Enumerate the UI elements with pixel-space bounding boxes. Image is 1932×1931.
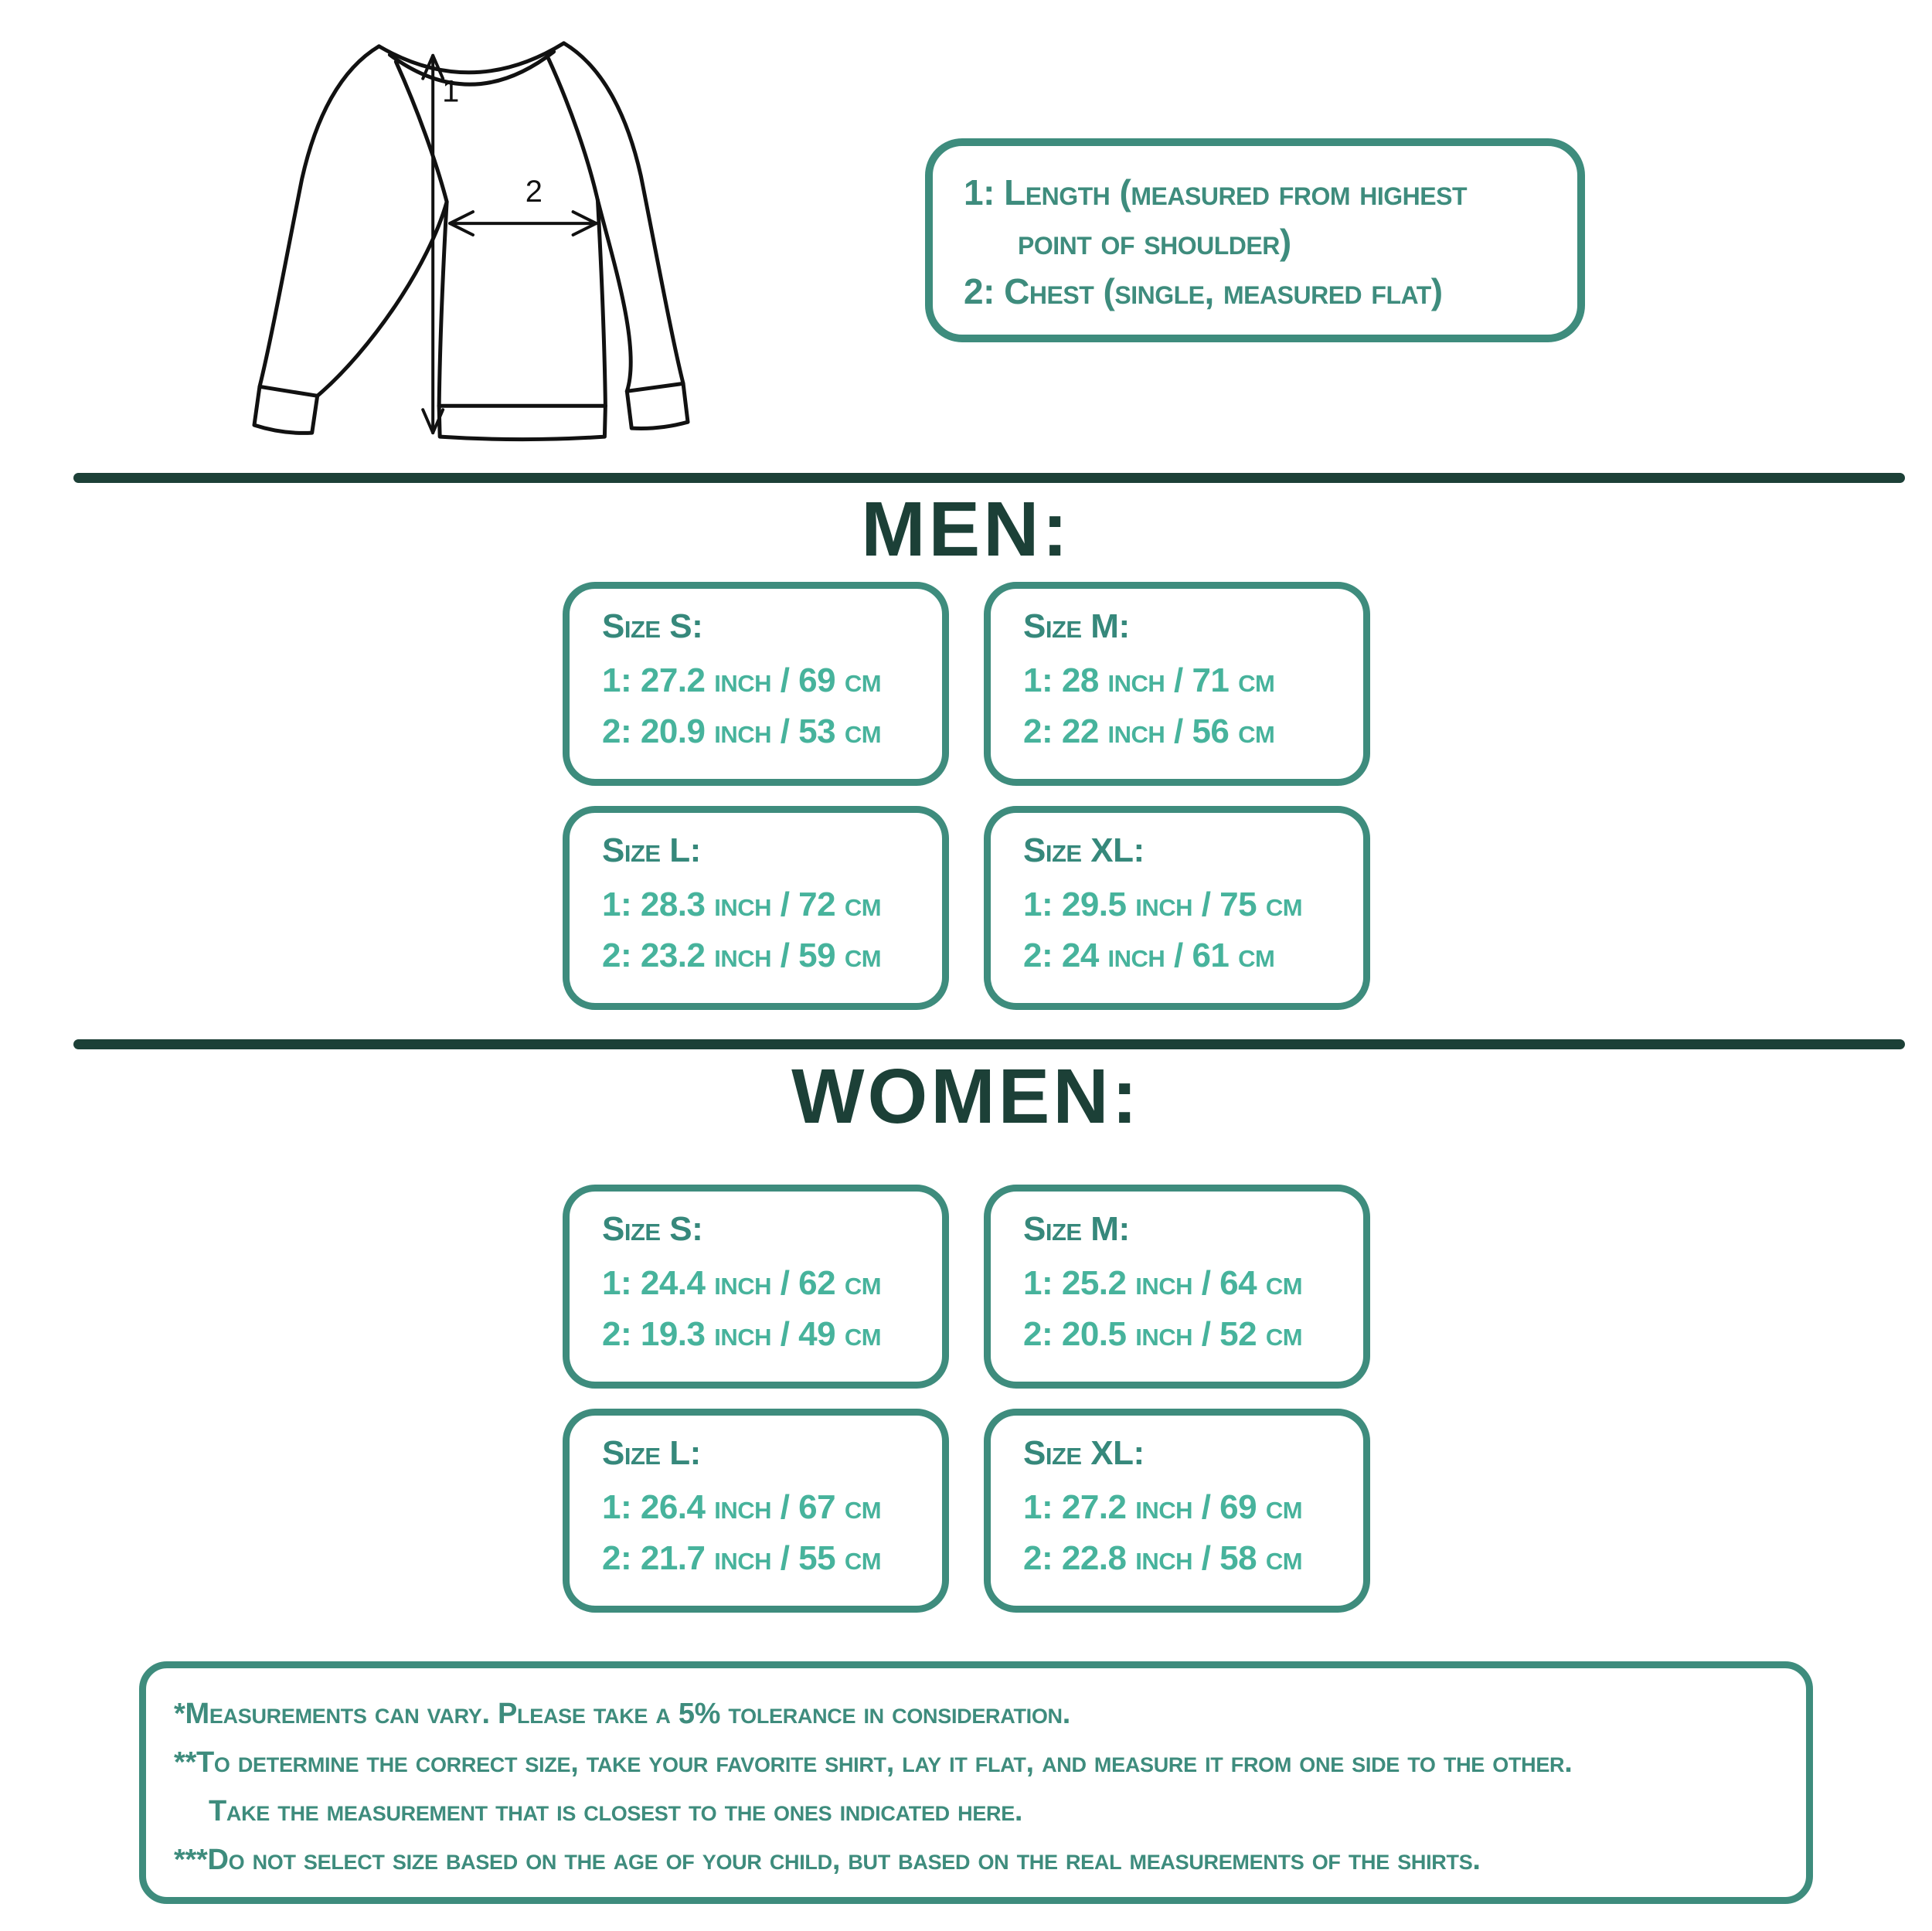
size-label: Size S: [602, 1210, 703, 1248]
footnotes-box [139, 1661, 1813, 1904]
length-value: 1: 26.4 inch / 67 cm [602, 1488, 882, 1526]
measurement-legend [925, 138, 1585, 342]
women-section-title: WOMEN: [791, 1053, 1141, 1140]
women-size-l-box [563, 1409, 949, 1613]
chest-arrow [450, 212, 596, 235]
women-size-s-box [563, 1185, 949, 1389]
footnote-child-age: ***Do not select size based on the age of your child, but based on the real measurements of the shirts. [174, 1844, 1481, 1876]
men-size-s-box [563, 582, 949, 786]
chest-value: 2: 23.2 inch / 59 cm [602, 937, 882, 974]
size-label: Size M: [1023, 1210, 1130, 1248]
women-size-xl-box [984, 1409, 1370, 1613]
length-value: 1: 28 inch / 71 cm [1023, 661, 1275, 699]
chest-arrow-label: 2 [525, 175, 543, 209]
shirt-diagram [224, 17, 719, 464]
footnote-determine-size: **To determine the correct size, take your favorite shirt, lay it flat, and measure it from one side to the other. [174, 1746, 1573, 1779]
men-size-xl-box [984, 806, 1370, 1010]
legend-line-length-cont: point of shoulder) [1018, 222, 1291, 262]
chest-value: 2: 22 inch / 56 cm [1023, 712, 1275, 750]
collar-inner-line [389, 52, 553, 84]
legend-line-chest: 2: Chest (single, measured flat) [964, 271, 1443, 311]
legend-line-length: 1: Length (measured from highest [964, 172, 1468, 212]
chest-value: 2: 21.7 inch / 55 cm [602, 1539, 882, 1577]
chest-value: 2: 20.5 inch / 52 cm [1023, 1315, 1303, 1353]
footnote-determine-size-cont: Take the measurement that is closest to the ones indicated here. [209, 1795, 1023, 1827]
length-value: 1: 29.5 inch / 75 cm [1023, 886, 1303, 923]
women-size-m-box [984, 1185, 1370, 1389]
left-sleeve-outer [260, 46, 379, 386]
hem-band [439, 406, 605, 439]
chest-value: 2: 19.3 inch / 49 cm [602, 1315, 882, 1353]
men-section-title: MEN: [861, 486, 1071, 573]
right-cuff [627, 383, 688, 428]
size-label: Size M: [1023, 607, 1130, 645]
chest-value: 2: 24 inch / 61 cm [1023, 937, 1275, 974]
length-value: 1: 24.4 inch / 62 cm [602, 1264, 882, 1302]
divider-women [73, 1039, 1905, 1049]
men-size-m-box [984, 582, 1370, 786]
body-left-edge [439, 202, 447, 406]
chest-value: 2: 22.8 inch / 58 cm [1023, 1539, 1303, 1577]
left-cuff [254, 386, 318, 433]
length-arrow-label: 1 [442, 74, 460, 109]
size-label: Size L: [602, 1434, 701, 1472]
divider-men [73, 473, 1905, 483]
chest-value: 2: 20.9 inch / 53 cm [602, 712, 882, 750]
right-sleeve-outer [564, 43, 683, 383]
size-label: Size XL: [1023, 831, 1145, 869]
size-label: Size L: [602, 831, 701, 869]
left-sleeve-inner [318, 202, 447, 396]
footnote-tolerance: *Measurements can vary. Please take a 5% tolerance in consideration. [174, 1698, 1070, 1730]
size-label: Size XL: [1023, 1434, 1145, 1472]
length-value: 1: 27.2 inch / 69 cm [1023, 1488, 1303, 1526]
length-value: 1: 25.2 inch / 64 cm [1023, 1264, 1303, 1302]
length-value: 1: 27.2 inch / 69 cm [602, 661, 882, 699]
raglan-seam-left [396, 62, 447, 202]
length-value: 1: 28.3 inch / 72 cm [602, 886, 882, 923]
raglan-seam-right [549, 59, 598, 200]
size-label: Size S: [602, 607, 703, 645]
men-size-l-box [563, 806, 949, 1010]
